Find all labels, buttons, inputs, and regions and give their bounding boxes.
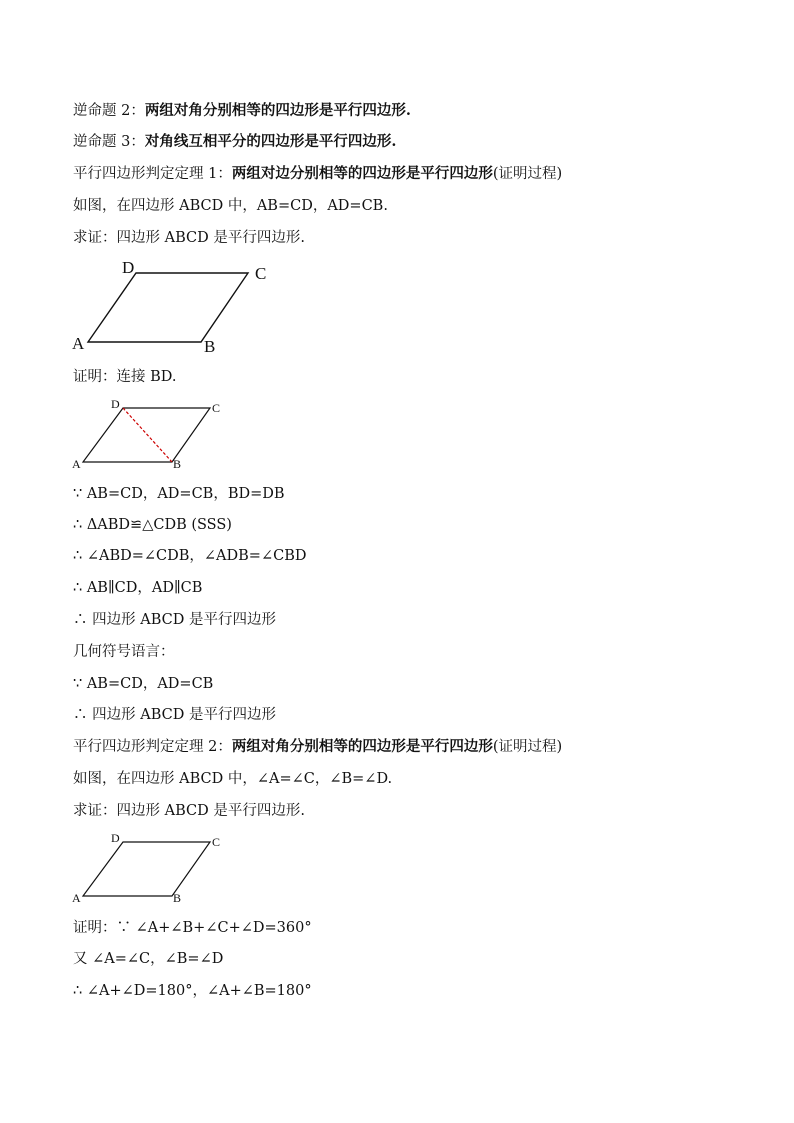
fig1-label-c: C: [255, 264, 267, 283]
theorem-2-statement: 两组对角分别相等的四边形是平行四边形: [231, 738, 493, 755]
symbolic-therefore: ∴ 四边形 ABCD 是平行四边形: [73, 707, 276, 723]
theorem-1-heading: [73, 164, 562, 184]
converse-2-statement: 两组对角分别相等的四边形是平行四边形.: [144, 102, 411, 119]
theorem-2-given: 如图，在四边形 ABCD 中，∠A=∠C，∠B=∠D.: [73, 771, 393, 787]
fig3-label-d: D: [111, 831, 120, 845]
proof-1-because: ∵ AB=CD，AD=CB，BD=DB: [73, 486, 285, 502]
converse-3-statement: 对角线互相平分的四边形是平行四边形.: [144, 133, 397, 150]
diagonal-bd: [123, 408, 172, 462]
fig1-label-a: A: [72, 334, 85, 353]
converse-2-prefix: 逆命题 2：: [73, 103, 145, 119]
theorem-1-prefix: 平行四边形判定定理 1：: [73, 166, 232, 182]
theorem-1-suffix: (证明过程): [492, 166, 563, 182]
fig2-label-d: D: [111, 397, 120, 411]
fig1-label-d: D: [122, 258, 135, 277]
converse-3: [73, 132, 396, 152]
theorem-2-suffix: (证明过程): [492, 739, 563, 755]
proof-1-parallel: ∴ AB∥CD，AD∥CB: [73, 580, 203, 596]
symbolic-heading: 几何符号语言：: [73, 644, 175, 660]
theorem-1-given: 如图，在四边形 ABCD 中，AB=CD，AD=CB.: [73, 198, 388, 214]
symbolic-because: ∵ AB=CD，AD=CB: [73, 676, 214, 692]
theorem-2-heading: [73, 737, 562, 757]
converse-2: [73, 101, 411, 121]
theorem-2-prove: 求证：四边形 ABCD 是平行四边形.: [73, 803, 305, 819]
theorem-1-statement: 两组对边分别相等的四边形是平行四边形: [231, 165, 493, 182]
fig3-label-c: C: [212, 835, 221, 849]
proof-1-congruent: ∴ ΔABD≌△CDB (SSS): [73, 517, 232, 533]
fig2-label-c: C: [212, 401, 221, 415]
parallelogram-figure-3: [68, 828, 238, 908]
proof-1-start: 证明：连接 BD.: [73, 369, 177, 385]
theorem-1-prove: 求证：四边形 ABCD 是平行四边形.: [73, 230, 305, 246]
proof-2-given-equal: 又 ∠A=∠C，∠B=∠D: [73, 951, 224, 967]
proof-1-conclusion: ∴ 四边形 ABCD 是平行四边形: [73, 612, 276, 628]
fig3-label-b: B: [173, 891, 182, 905]
parallelogram-figure-1: [68, 256, 278, 356]
fig3-label-a: A: [72, 891, 81, 905]
proof-2-supplementary: ∴ ∠A+∠D=180°，∠A+∠B=180°: [73, 983, 312, 999]
fig1-label-b: B: [204, 337, 216, 356]
fig2-label-a: A: [72, 457, 81, 471]
converse-3-prefix: 逆命题 3：: [73, 134, 145, 150]
fig2-label-b: B: [173, 457, 182, 471]
theorem-2-prefix: 平行四边形判定定理 2：: [73, 739, 232, 755]
proof-2-angle-sum: 证明：∵ ∠A+∠B+∠C+∠D=360°: [73, 920, 312, 936]
proof-1-angles: ∴ ∠ABD=∠CDB，∠ADB=∠CBD: [73, 548, 307, 564]
parallelogram-figure-2: [68, 394, 238, 474]
